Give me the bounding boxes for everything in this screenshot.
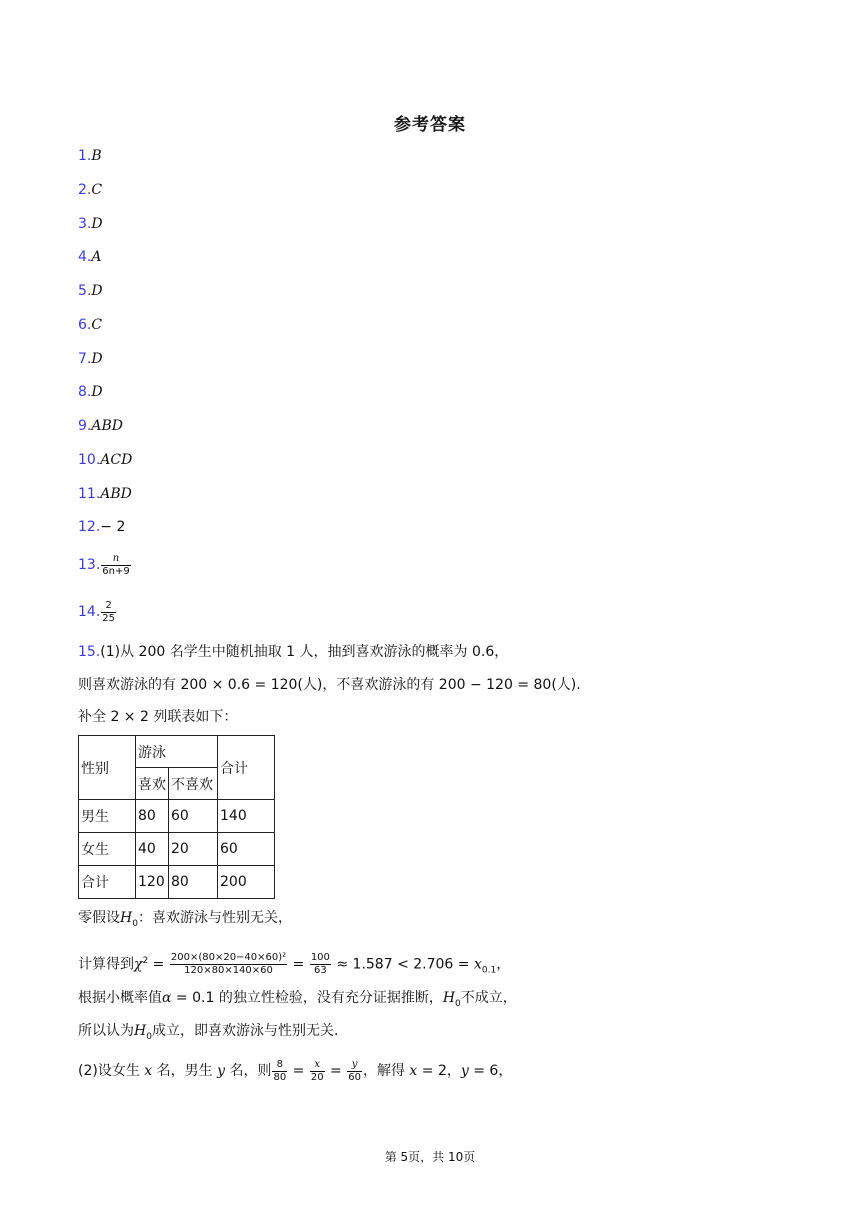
symbol-h: H [120,910,133,926]
answer-number: 9. [78,418,92,434]
answer-item [78,449,132,471]
table-cell: 女生 [79,833,136,866]
fraction-denominator: 60 [348,1071,361,1083]
answer-number: 6. [78,317,92,333]
answer-item [78,550,132,580]
symbol-h: H [442,990,456,1006]
symbol-x: x [409,1063,418,1079]
table-cell: 60 [218,833,275,866]
table-row [79,833,275,866]
solution-line: 补全 2 × 2 列联表如下： [78,709,238,725]
answer-value: A [91,249,102,265]
table-cell: 20 [169,833,218,866]
solution-text: 所以认为 [78,1023,134,1039]
solution-text: 名，则 [225,1063,272,1079]
table-cell: 40 [136,833,169,866]
answer-value: − 2 [100,519,126,535]
superscript: 2 [142,956,149,966]
answer-number: 13. [78,557,101,573]
fraction-numerator: x [314,1058,321,1070]
answer-value: D [91,216,103,232]
answer-item [78,516,125,538]
solution-line [78,946,510,976]
answer-value: C [91,317,103,333]
table-cell: 60 [169,800,218,833]
fraction-denominator: 6n+9 [102,565,130,577]
subscript: 0.1 [481,965,497,976]
fraction-numerator: n [112,552,120,564]
solution-text: 根据小概率值 [78,990,162,1006]
solution-text: 成立，即喜欢游泳与性别无关. [151,1023,339,1039]
fraction-numerator: 200×(80×20−40×60)² [170,952,287,964]
answer-item [78,145,102,167]
table-header-gender: 性别 [79,736,136,800]
math-text: = 6， [468,1063,513,1079]
fraction [310,952,331,977]
symbol-y: y [217,1063,226,1079]
solution-line [78,986,517,1010]
answer-number: 15. [78,644,101,660]
math-text: = [148,956,169,973]
fraction-denominator: 25 [102,612,115,624]
answer-value: D [91,384,103,400]
fraction-denominator: 80 [273,1071,287,1083]
answer-number: 11. [78,486,101,502]
math-text: ， [496,956,511,973]
answer-item [78,597,117,627]
math-text: = [288,1063,309,1079]
answer-number: 4. [78,249,92,265]
answer-item [78,415,123,437]
fraction [101,600,116,625]
answer-item [78,314,102,336]
solution-text: ：喜欢游泳与性别无关， [137,910,292,926]
fraction-denominator: 20 [310,1071,324,1083]
symbol-chi: χ [134,956,143,973]
solution-text: = 0.1 的独立性检验，没有充分证据推断， [171,990,443,1006]
solution-line [78,1056,512,1086]
fraction [272,1059,287,1084]
symbol-h: H [134,1023,147,1039]
math-text: = [288,956,309,973]
fraction-numerator: y [351,1058,358,1070]
table-row [79,800,275,833]
table-row [79,866,275,899]
solution-text: 计算得到 [78,956,134,973]
subscript: 0 [455,998,461,1009]
fraction-denominator: 63 [310,964,331,977]
answer-number: 12. [78,519,101,535]
table-cell: 合计 [79,866,136,899]
table-header-like: 喜欢 [136,768,169,800]
symbol-x: x [473,956,482,973]
symbol-x: x [144,1063,153,1079]
math-text: = [325,1063,347,1079]
solution-text: 名，男生 [152,1063,218,1079]
fraction [170,952,287,977]
fraction-denominator: 120×80×140×60 [170,964,287,977]
answer-number: 3. [78,216,92,232]
answer-number: 5. [78,283,92,299]
answer-value: ABD [91,418,123,434]
answer-value: C [91,182,103,198]
solution-text: 不成立， [460,990,517,1006]
table-cell: 男生 [79,800,136,833]
solution-line: 则喜欢游泳的有 200 × 0.6 = 120(人)，不喜欢游泳的有 200 − 120 = 80(人). [78,677,581,693]
fraction [101,553,130,578]
table-cell: 80 [136,800,169,833]
answer-value: ACD [100,452,133,468]
symbol-alpha: α [162,990,172,1006]
table-header-swim: 游泳 [136,736,218,768]
solution-text: 零假设 [78,910,120,926]
answer-item [78,280,103,302]
contingency-table [78,735,275,899]
answer-value: ABD [100,486,132,502]
solution-text: (2)设女生 [78,1063,145,1079]
solution-text: (1)从 200 名学生中随机抽取 1 人，抽到喜欢游泳的概率为 0.6， [100,644,509,660]
fraction-numerator: 100 [310,952,330,964]
subscript: 0 [132,918,138,929]
page-footer: 第 5页，共 10页 [384,1150,476,1164]
table-cell: 80 [169,866,218,899]
fraction-numerator: 8 [276,1058,284,1070]
symbol-y: y [460,1063,469,1079]
subscript: 0 [146,1031,152,1042]
table-cell: 200 [218,866,275,899]
math-text: = 2， [417,1063,461,1079]
solution-line [78,640,508,664]
math-text: ≈ 1.587 < 2.706 = [331,956,474,973]
fraction [310,1059,325,1084]
table-header-dislike: 不喜欢 [169,768,218,800]
answer-number: 1. [78,148,92,164]
answer-item [78,213,103,235]
answer-item [78,348,103,370]
answer-item [78,179,102,201]
answer-item [78,381,103,403]
table-header-total: 合计 [218,736,275,800]
answer-value: D [91,283,103,299]
answer-number: 10. [78,452,101,468]
table-cell: 120 [136,866,169,899]
answer-number: 8. [78,384,92,400]
answer-number: 14. [78,604,101,620]
page-title: 参考答案 [394,115,466,135]
solution-line [78,906,292,930]
fraction-numerator: 2 [105,599,112,611]
fraction [347,1059,362,1084]
answer-value: B [91,148,102,164]
answer-number: 7. [78,351,92,367]
solution-text: ，解得 [362,1063,410,1079]
answer-item [78,246,101,268]
solution-line [78,1019,338,1043]
answer-number: 2. [78,182,92,198]
table-cell: 140 [218,800,275,833]
answer-value: D [91,351,103,367]
answer-item [78,483,132,505]
